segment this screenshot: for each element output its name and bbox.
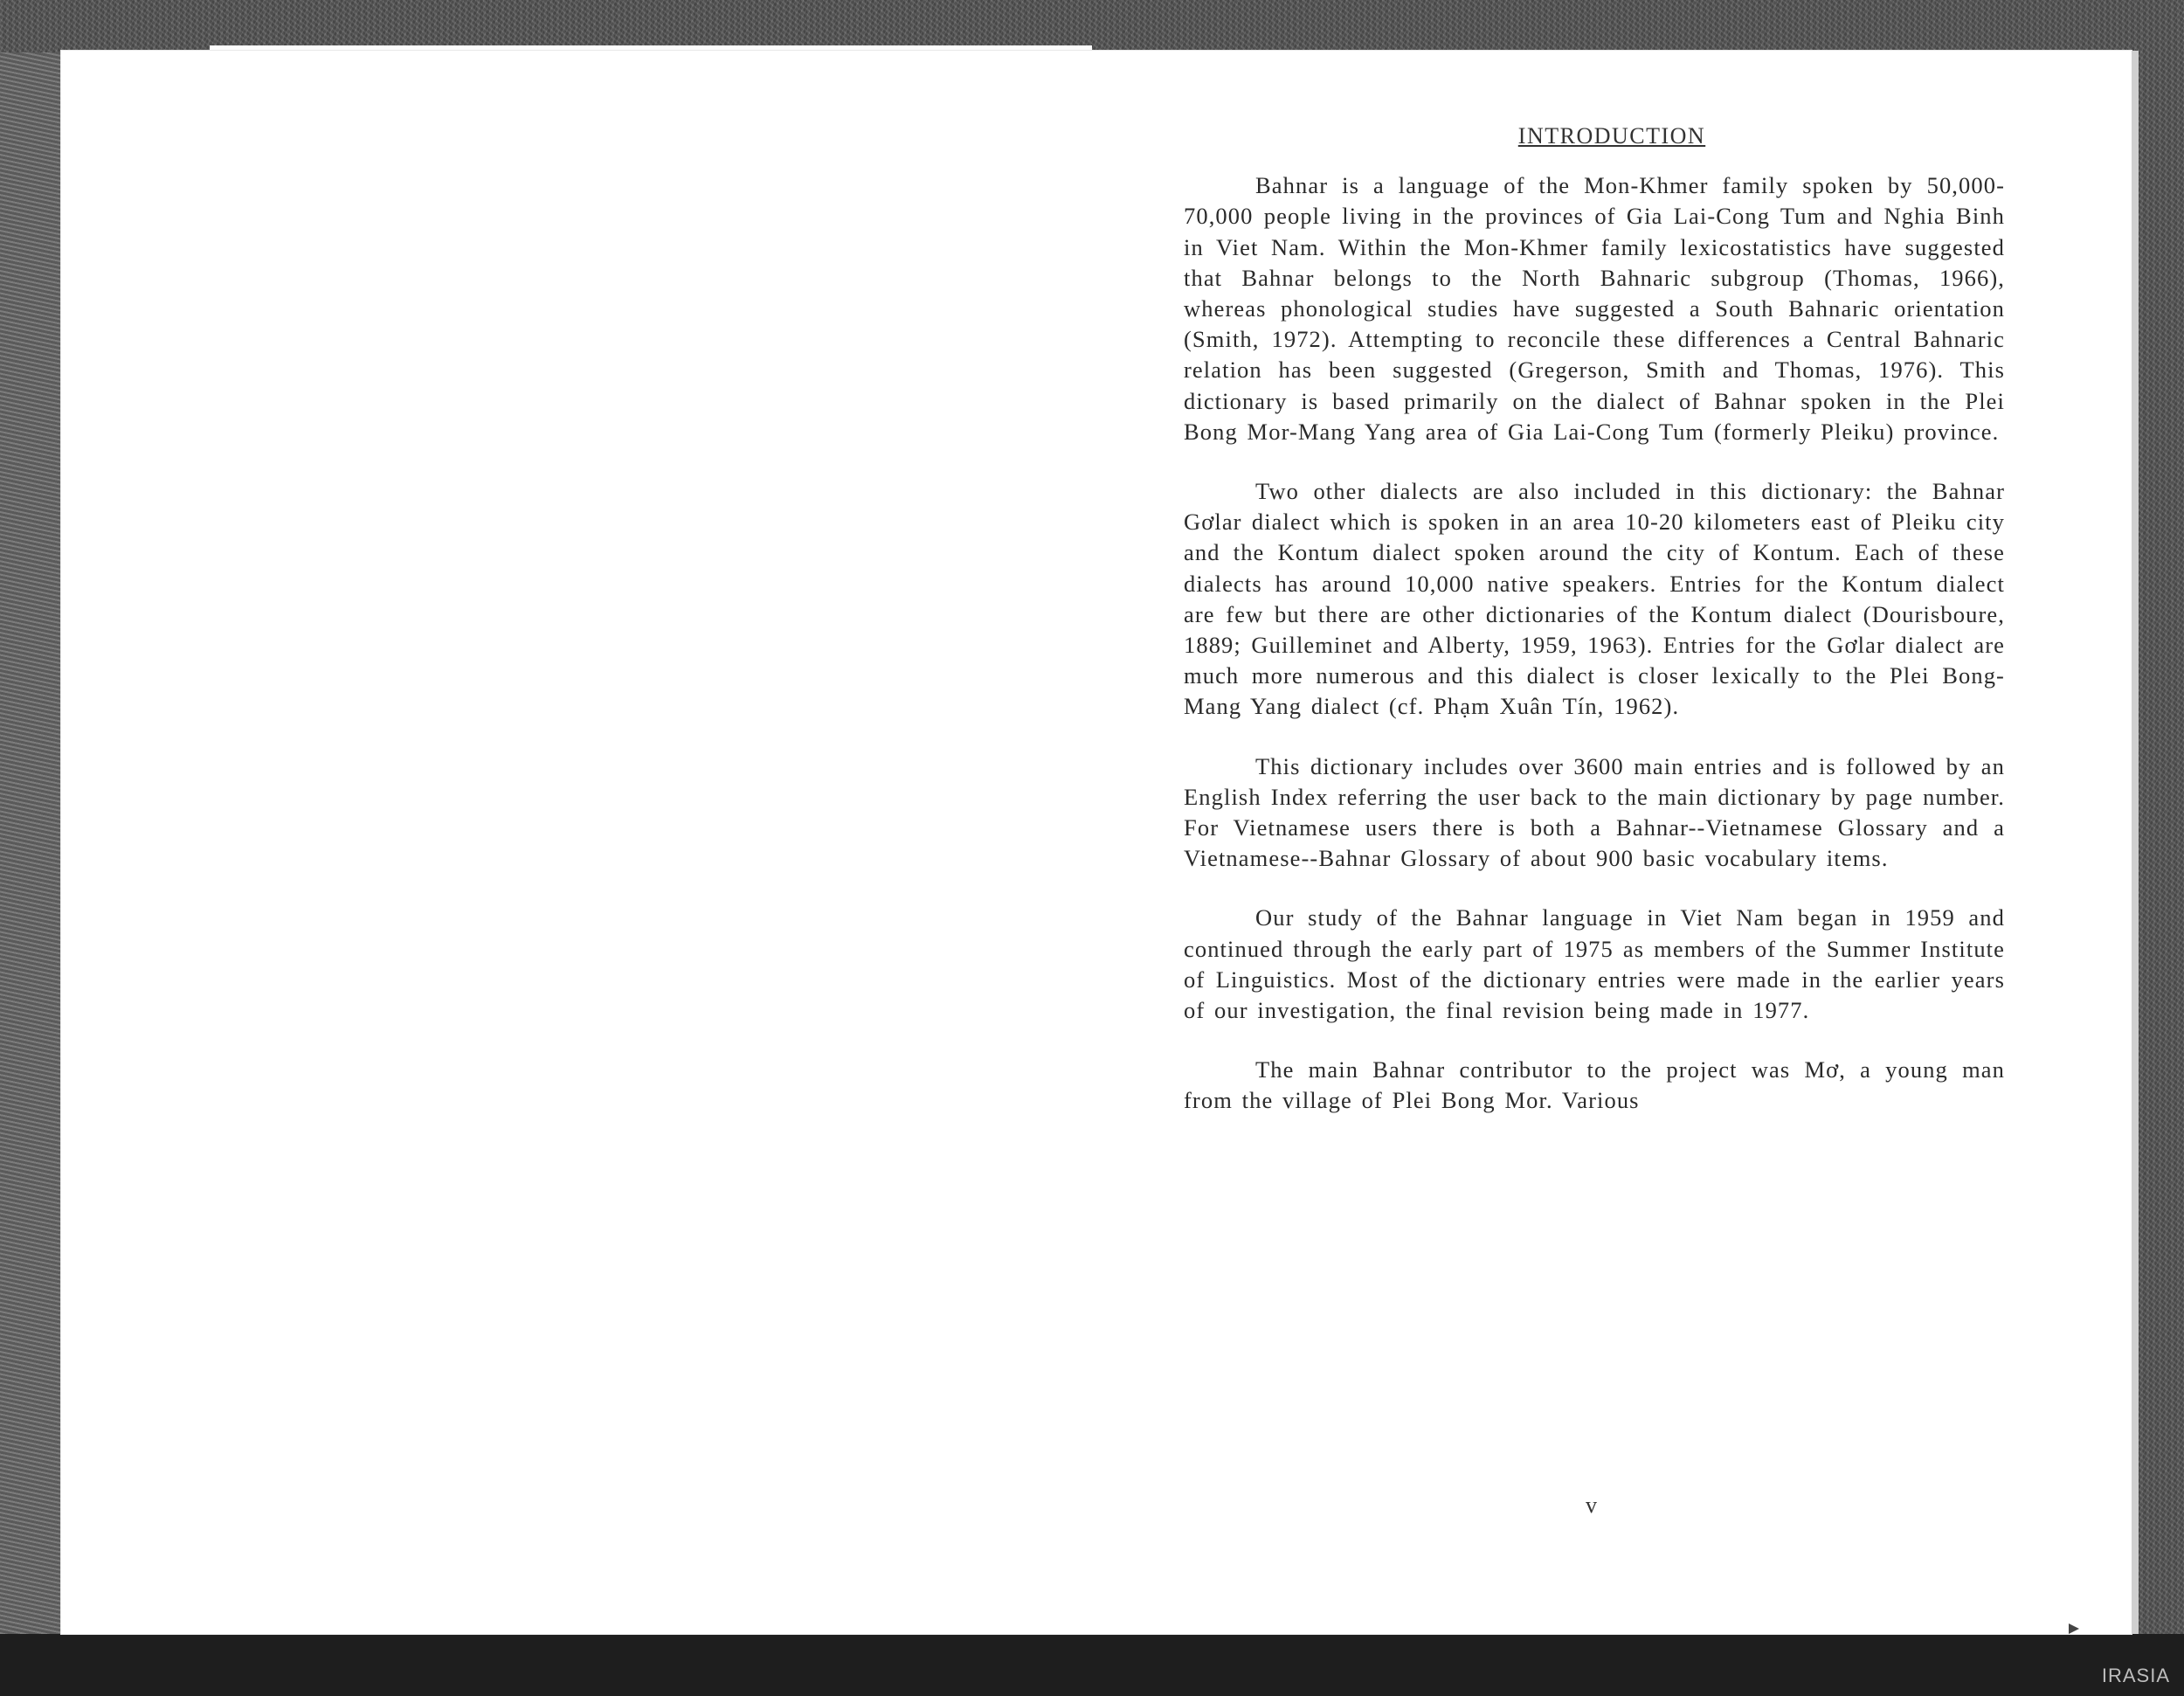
paragraph-4: Our study of the Bahnar language in Viet Nam began in 1959 and continued through the early part of 1975 as members of the Summer Institute of Linguistics. Most of the dictionary entries were made in the earlier years of our investigation, the final revision being made in 1977. — [1184, 904, 2005, 1024]
paragraph-3: This dictionary includes over 3600 main entries and is followed by an English Index referring the user back to the main dictionary by page number. For Vietnamese users there is both a Bahnar--Vietnamese Glossary and a Vietnamese--Bahnar Glossary of about 900 basic vocabulary items. — [1184, 752, 2005, 872]
paragraph-5: The main Bahnar contributor to the project was Mơ, a young man from the village of Plei Bong Mor. Various — [1184, 1056, 2005, 1114]
bottom-strip — [0, 1634, 2184, 1696]
page-right-edge — [2132, 51, 2139, 1634]
paragraph-2: Two other dialects are also included in this dictionary: the Bahnar Gơlar dialect which is spoken in an area 10-20 kilometers east of Pleiku city and the Kontum dialect spoken around the city of Kontum. Each of these dialects has around 10,000 native speakers. Entries for the Kontum dialect are few but there are other dictionaries of the Kontum dialect (Dourisboure, 1889; Guilleminet and Alberty, 1959, 1963). Entries for the Gơlar dialect are much more numerous and this dialect is closer lexically to the Plei Bong-Mang Yang dialect (cf. Phạm Xuân Tín, 1962). — [1184, 478, 2005, 720]
scanner-left-band — [0, 52, 61, 1634]
page-number: v — [1586, 1492, 1597, 1518]
paragraph-1: Bahnar is a language of the Mon-Khmer family spoken by 50,000-70,000 people living in the provinces of Gia Lai-Cong Tum and Nghia Binh in Viet Nam. Within the Mon-Khmer family lexicostatistics have suggested that Bahnar belongs to the North Bahnaric subgroup (Thomas, 1966), whereas phonological studies have suggested a South Bahnaric orientation (Smith, 1972). Attempting to reconcile these differences a Central Bahnaric relation has been suggested (Gregerson, Smith and Thomas, 1976). This dictionary is based primarily on the dialect of Bahnar spoken in the Plei Bong Mor-Mang Yang area of Gia Lai-Cong Tum (formerly Pleiku) province. — [1184, 172, 2005, 445]
text-column — [1184, 121, 2005, 1146]
watermark: IRASIA — [2101, 1665, 2170, 1686]
page-corner-mark — [2069, 1623, 2079, 1634]
page-title: INTRODUCTION — [1517, 123, 1706, 149]
